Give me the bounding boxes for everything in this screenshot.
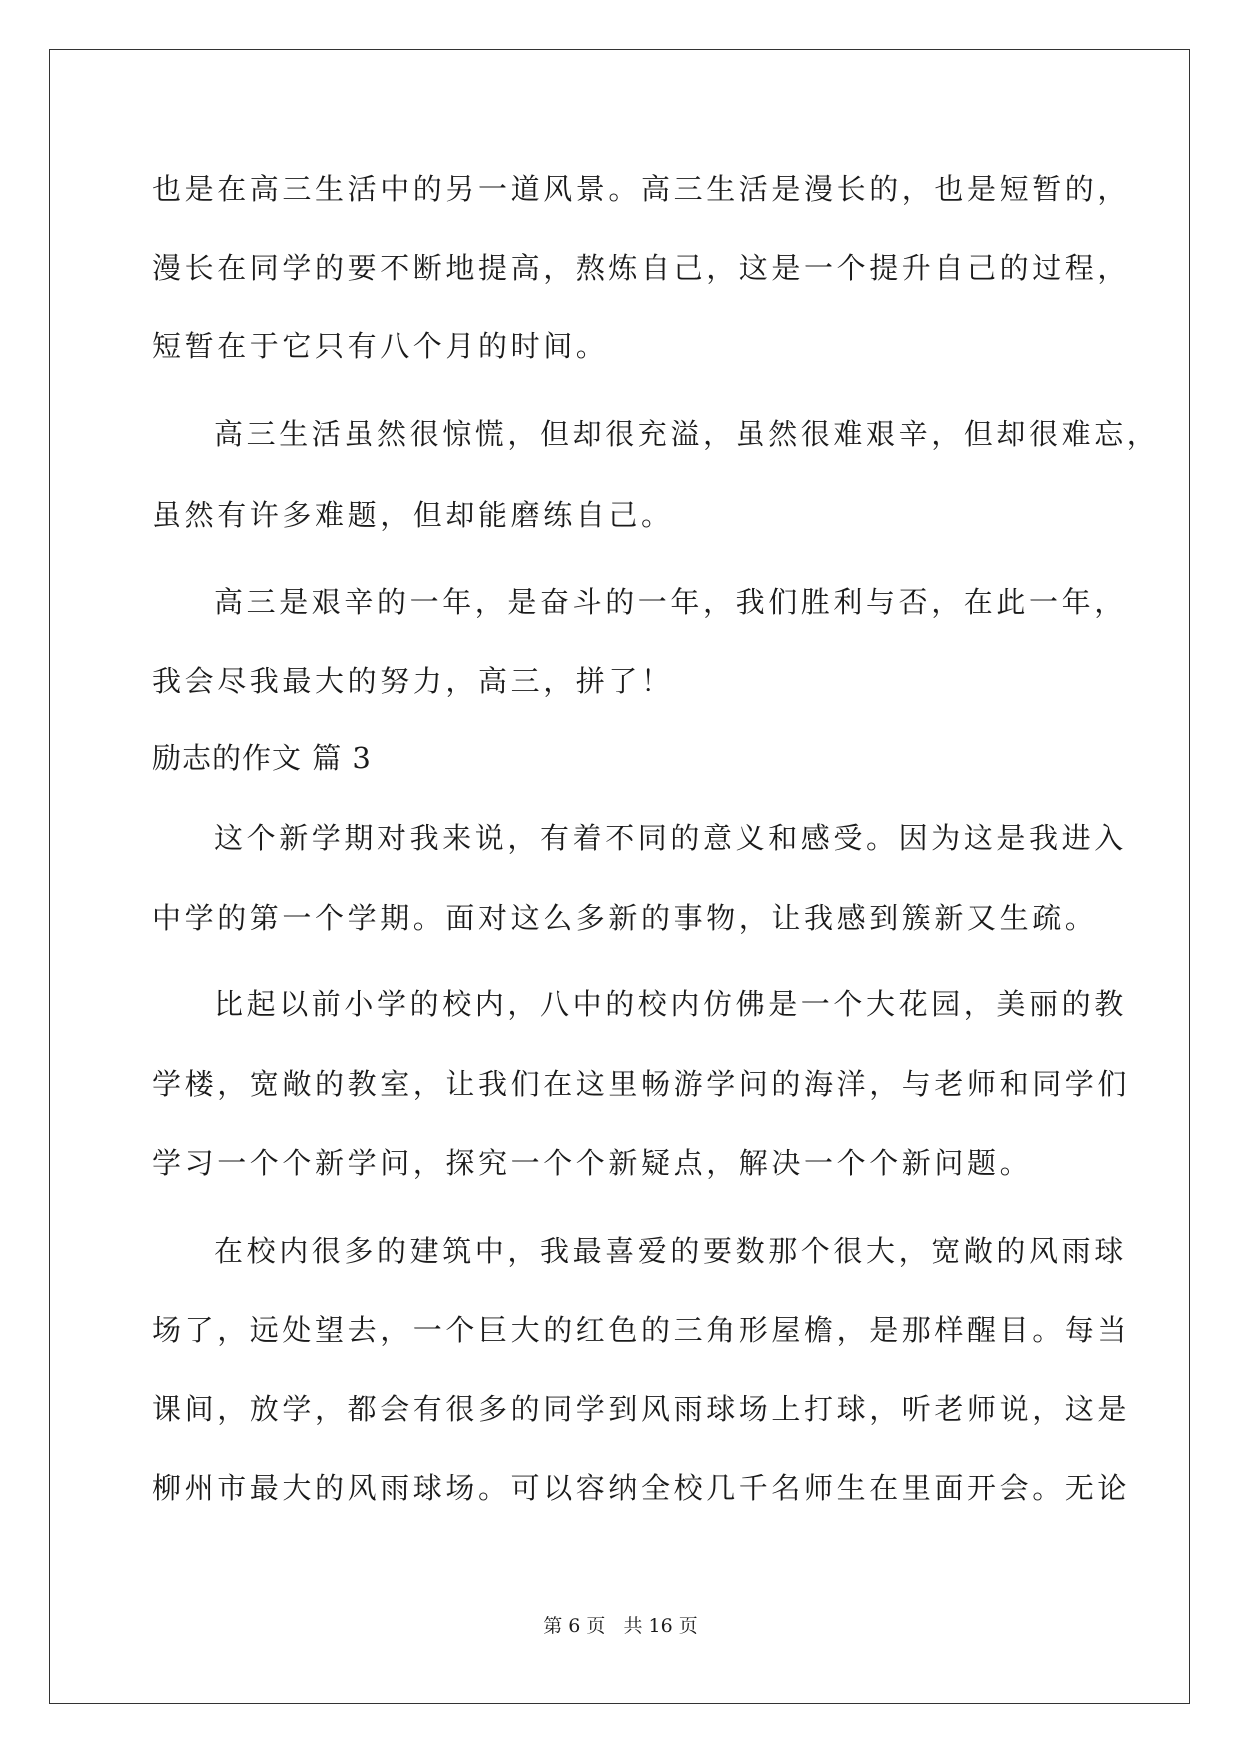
text-line: 这个新学期对我来说，有着不同的意义和感受。因为这是我进入 [214,821,1127,855]
text-line: 我会尽我最大的努力，高三，拼了！ [152,664,674,698]
page-border [49,49,1190,1704]
text-line: 漫长在同学的要不断地提高，熬炼自己，这是一个提升自己的过程， [152,251,1131,285]
page-number-footer: 第 6 页 共 16 页 [543,1615,698,1637]
text-line: 也是在高三生活中的另一道风景。高三生活是漫长的，也是短暂的， [152,172,1131,206]
text-line: 柳州市最大的风雨球场。可以容纳全校几千名师生在里面开会。无论 [152,1471,1131,1505]
text-line: 学楼，宽敞的教室，让我们在这里畅游学问的海洋，与老师和同学们 [152,1067,1131,1101]
text-line: 高三是艰辛的一年，是奋斗的一年，我们胜利与否，在此一年， [214,585,1127,619]
text-line: 短暂在于它只有八个月的时间。 [152,329,609,363]
text-line: 比起以前小学的校内，八中的校内仿佛是一个大花园，美丽的教 [214,987,1127,1021]
text-line: 高三生活虽然很惊慌，但却很充溢，虽然很难艰辛，但却很难忘， [214,417,1160,451]
section-heading: 励志的作文 篇 3 [152,741,372,775]
text-line: 课间，放学，都会有很多的同学到风雨球场上打球，听老师说，这是 [152,1392,1131,1426]
text-line: 在校内很多的建筑中，我最喜爱的要数那个很大，宽敞的风雨球 [214,1234,1127,1268]
text-line: 虽然有许多难题，但却能磨练自己。 [152,498,674,532]
text-line: 中学的第一个学期。面对这么多新的事物，让我感到簇新又生疏。 [152,901,1098,935]
text-line: 学习一个个新学问，探究一个个新疑点，解决一个个新问题。 [152,1146,1033,1180]
text-line: 场了，远处望去，一个巨大的红色的三角形屋檐，是那样醒目。每当 [152,1313,1131,1347]
